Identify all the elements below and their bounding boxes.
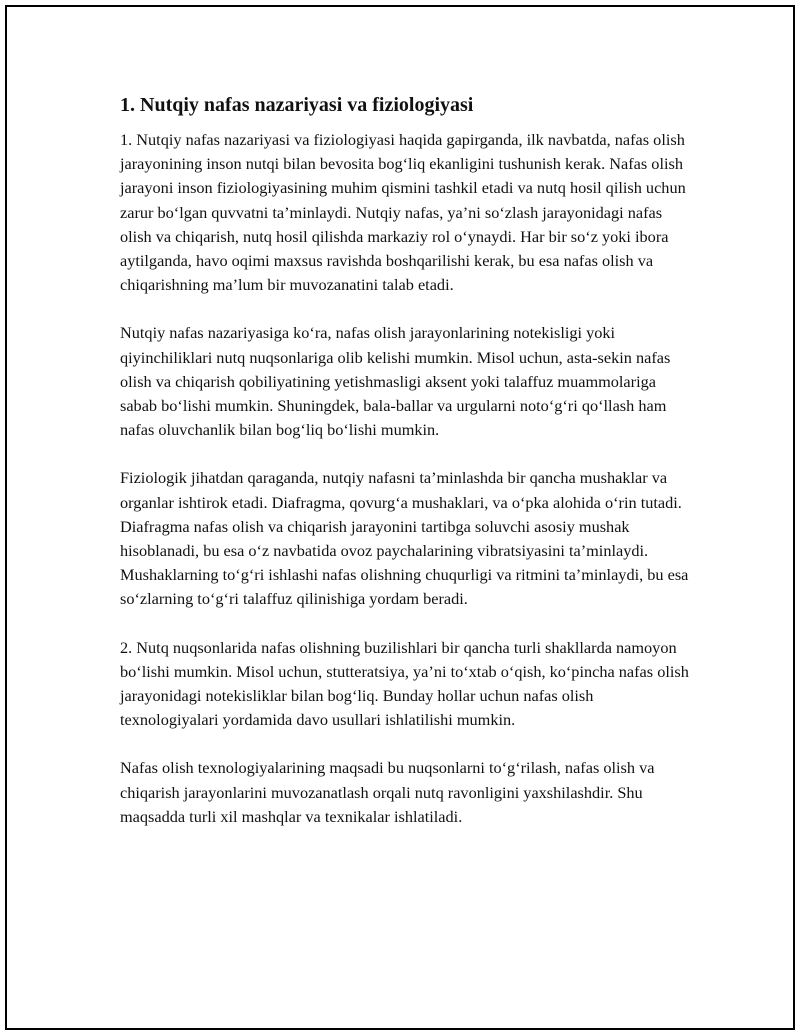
paragraph: 2. Nutq nuqsonlarida nafas olishning buzilishlari bir qancha turli shakllarda namoyon bo‘lishi mumkin. Misol uchun, stutteratsiya, ya’ni to‘xtab o‘qish, ko‘pincha nafas olish jarayonidagi notekisliklar bilan bog‘liq. Bunday hollar uchun nafas olish texnologiyalari yordamida davo usullari ishlatilishi mumkin.: [120, 637, 689, 730]
paragraph: Nafas olish texnologiyalarining maqsadi bu nuqsonlarni to‘g‘rilash, nafas olish va chiqarish jarayonlarini muvozanatlash orqali nutq ravonligini yaxshilashdir. Shu maqsadda turli xil mashqlar va texnikalar ishlatiladi.: [120, 758, 655, 826]
paragraph: Fiziologik jihatdan qaraganda, nutqiy nafasni ta’minlashda bir qancha mushaklar va organlar ishtirok etadi. Diafragma, qovurg‘a mushaklari, va o‘pka alohida o‘rin tutadi. Diafragma nafas olish va chiqarish jarayonini tartibga soluvchi asosiy mushak hisoblanadi, bu esa o‘z navbatida ovoz paychalarining vibratsiyasini ta’minlaydi. Mushaklarning to‘g‘ri ishlashi nafas olishning chuqurligi va ritmini ta’minlaydi, bu esa so‘zlarning to‘g‘ri talaffuz qilinishiga yordam beradi.: [120, 468, 689, 609]
document-page: [5, 5, 795, 1030]
paragraph: 1. Nutqiy nafas nazariyasi va fiziologiyasi haqida gapirganda, ilk navbatda, nafas olish jarayonining inson nutqi bilan bevosita bog‘liq ekanligini tushunish kerak. Nafas olish jarayoni inson fiziologiyasining muhim qismini tashkil etadi va nutq hosil qilish uchun zarur bo‘lgan quvvatni ta’minlaydi. Nutqiy nafas, ya’ni so‘zlash jarayonidagi nafas olish va chiqarish, nutq hosil qilishda markaziy rol o‘ynaydi. Har bir so‘z yoki ibora aytilganda, havo oqimi maxsus ravishda boshqarilishi kerak, bu esa nafas olish va chiqarishning ma’lum bir muvozanatini talab etadi.: [120, 130, 686, 295]
paragraph: Nutqiy nafas nazariyasiga ko‘ra, nafas olish jarayonlarining notekisligi yoki qiyinchiliklari nutq nuqsonlariga olib kelishi mumkin. Misol uchun, asta-sekin nafas olish va chiqarish qobiliyatining yetishmasligi aksent yoki talaffuz muammolariga sabab bo‘lishi mumkin. Shuningdek, bala-ballar va urgularni noto‘g‘ri qo‘llash ham nafas oluvchanlik bilan bog‘liq bo‘lishi mumkin.: [120, 323, 671, 440]
document-content: [120, 91, 692, 853]
document-title: 1. Nutqiy nafas nazariyasi va fiziologiyasi: [120, 94, 474, 116]
